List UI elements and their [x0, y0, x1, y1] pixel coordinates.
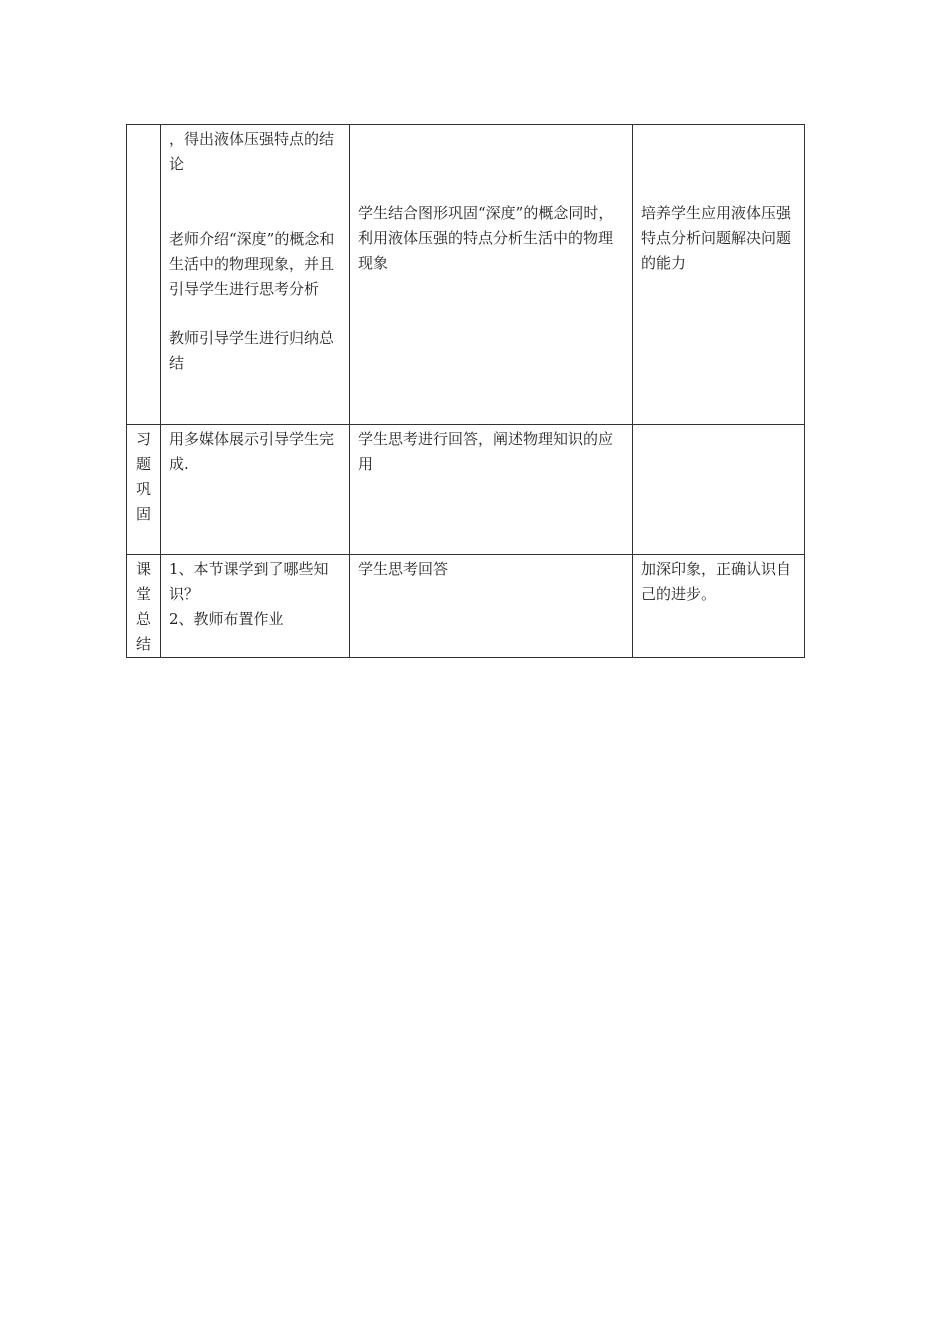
student-activity-text: 学生思考回答 [358, 560, 449, 578]
student-activity-text: 学生结合图形巩固“深度”的概念同时，利用液体压强的特点分析生活中的物理现象 [358, 204, 614, 272]
stage-label: 课堂总结 [135, 560, 151, 653]
design-intent-text [641, 425, 796, 427]
stage-cell [127, 555, 161, 658]
design-intent-text: 培养学生应用液体压强特点分析问题解决问题的能力 [641, 204, 792, 272]
teacher-activity-cell [161, 125, 350, 425]
table-row [127, 555, 805, 658]
table-row [127, 125, 805, 425]
stage-cell [127, 425, 161, 555]
student-activity-cell [350, 425, 633, 555]
student-activity-cell [350, 125, 633, 425]
teacher-activity-cell [161, 425, 350, 555]
stage-label [135, 125, 152, 127]
teacher-activity-text: 2、教师布置作业 [169, 610, 284, 628]
table-row [127, 425, 805, 555]
design-intent-cell [633, 425, 805, 555]
teacher-activity-text: 1、本节课学到了哪些知识？ [169, 560, 329, 603]
student-activity-cell [350, 555, 633, 658]
teacher-activity-cell [161, 555, 350, 658]
teacher-activity-text: 用多媒体展示引导学生完成. [169, 430, 335, 473]
teacher-activity-text: 教师引导学生进行归纳总结 [169, 329, 335, 372]
teacher-activity-text: ，得出液体压强特点的结论 [169, 130, 335, 173]
stage-cell [127, 125, 161, 425]
design-intent-text: 加深印象，正确认识自己的进步。 [641, 560, 792, 603]
student-activity-text: 学生思考进行回答，阐述物理知识的应用 [358, 430, 614, 473]
lesson-plan-table [126, 124, 805, 658]
teacher-activity-text: 老师介绍“深度”的概念和生活中的物理现象，并且引导学生进行思考分析 [169, 230, 335, 298]
stage-label: 习题巩固 [135, 430, 151, 523]
spacer [169, 302, 341, 326]
spacer [169, 177, 341, 227]
design-intent-cell [633, 125, 805, 425]
design-intent-cell [633, 555, 805, 658]
